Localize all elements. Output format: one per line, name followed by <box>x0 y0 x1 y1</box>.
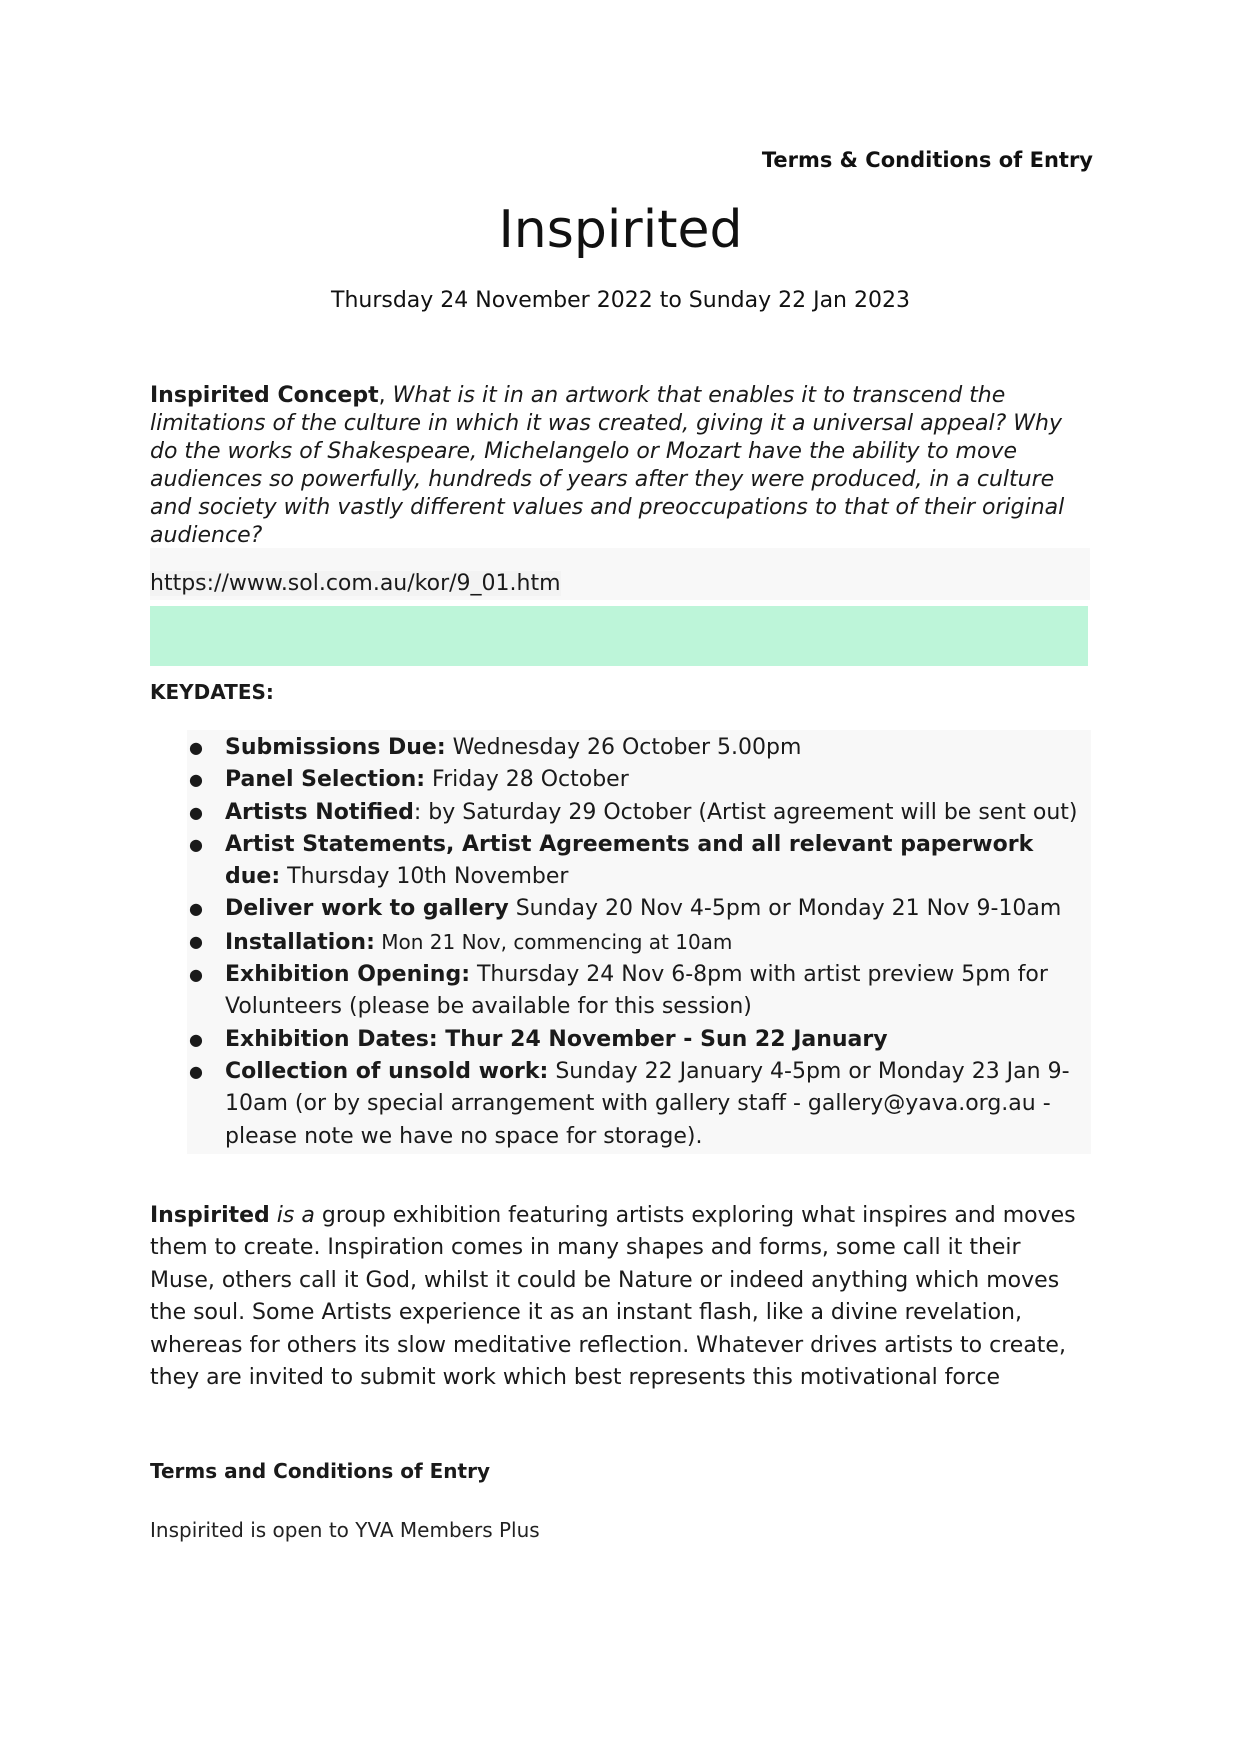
keydate-text: Sunday 22 January 4-5pm or Monday 23 Jan 9-10am (or by special arrangement with gallery staff - gallery@yava.org.au - please note we have no space for storage). <box>225 1058 1070 1149</box>
keydate-label: Artists Notified <box>225 799 414 825</box>
bullet-icon: ● <box>189 965 203 985</box>
list-item <box>187 959 1091 1024</box>
keydate-label: Exhibition Dates: Thur 24 November - Sun 22 January <box>225 1026 888 1052</box>
list-item <box>187 1056 1091 1153</box>
list-item <box>187 893 1091 925</box>
highlight-bar <box>150 606 1088 666</box>
keydate-text: : by Saturday 29 October (Artist agreement will be sent out) <box>413 799 1078 825</box>
reference-link[interactable]: https://www.sol.com.au/kor/9_01.htm <box>150 571 561 596</box>
list-item <box>187 1024 1091 1056</box>
list-item <box>187 797 1091 829</box>
terms-header: Terms & Conditions of Entry <box>761 148 1093 172</box>
eligibility-text: Inspirited is open to YVA Members Plus <box>150 1518 540 1542</box>
keydate-text: Wednesday 26 October 5.00pm <box>445 735 802 760</box>
keydate-text: Thursday 10th November <box>280 864 569 890</box>
concept-separator: , <box>378 383 393 408</box>
keydate-label: Exhibition Opening: <box>225 962 470 988</box>
keydate-label: Installation: <box>225 929 375 955</box>
keydate-label: Artist Statements, Artist Agreements and all relevant paperwork due: <box>225 831 1034 890</box>
exhibition-dates: Thursday 24 November 2022 to Sunday 22 Jan 2023 <box>331 288 910 313</box>
keydate-label: Panel Selection: <box>225 767 426 793</box>
about-text: group exhibition featuring artists exploring what inspires and moves them to create. Inspiration comes in many shapes and forms, some call it their Muse, others call it God, whilst it could be Nature or indeed anything which moves the soul. Some Artists experience it as an instant flash, like a divine revelation, whereas for others its slow meditative reflection. Whatever drives artists to create, they are invited to submit work which best represents this motivational force <box>150 1203 1076 1391</box>
keydate-text: Mon 21 Nov, commencing at 10am <box>374 929 733 954</box>
about-lead: Inspirited <box>150 1203 270 1228</box>
list-item <box>187 829 1091 894</box>
bullet-icon: ● <box>189 899 203 919</box>
keydate-text: Sunday 20 Nov 4-5pm or Monday 21 Nov 9-10am <box>508 896 1062 922</box>
bullet-icon: ● <box>189 1061 203 1081</box>
bullet-icon: ● <box>189 770 203 790</box>
keydate-label: Collection of unsold work: <box>225 1058 549 1084</box>
bullet-icon: ● <box>189 738 203 757</box>
keydate-label: Submissions Due: <box>225 735 446 760</box>
about-paragraph <box>150 1200 1090 1394</box>
list-item <box>187 926 1091 959</box>
bullet-icon: ● <box>189 1029 203 1049</box>
concept-paragraph <box>150 382 1090 550</box>
keydates-heading: KEYDATES: <box>150 680 274 704</box>
about-italic: is a <box>269 1203 315 1228</box>
bullet-icon: ● <box>189 931 203 951</box>
keydates-list <box>187 732 1091 1153</box>
concept-lead: Inspirited Concept <box>150 383 379 408</box>
page-title: Inspirited <box>498 200 743 260</box>
keydate-text: Thursday 24 Nov 6-8pm with artist preview 5pm for Volunteers (please be available for this session) <box>225 962 1048 1020</box>
keydate-label: Deliver work to gallery <box>225 896 509 922</box>
list-item <box>187 764 1091 796</box>
terms-heading: Terms and Conditions of Entry <box>150 1459 490 1483</box>
bullet-icon: ● <box>189 834 203 854</box>
concept-question: What is it in an artwork that enables it to transcend the limitations of the culture in which it was created, giving it a universal appeal? Why do the works of Shakespeare, Michelangelo or Mozart have the ability to move audiences so powerfully, hundreds of years after they were produced, in a culture and society with vastly different values and preoccupations to that of their original audience? <box>150 383 1065 548</box>
bullet-icon: ● <box>189 802 203 822</box>
list-item <box>187 732 1091 764</box>
keydate-text: Friday 28 October <box>425 767 629 793</box>
